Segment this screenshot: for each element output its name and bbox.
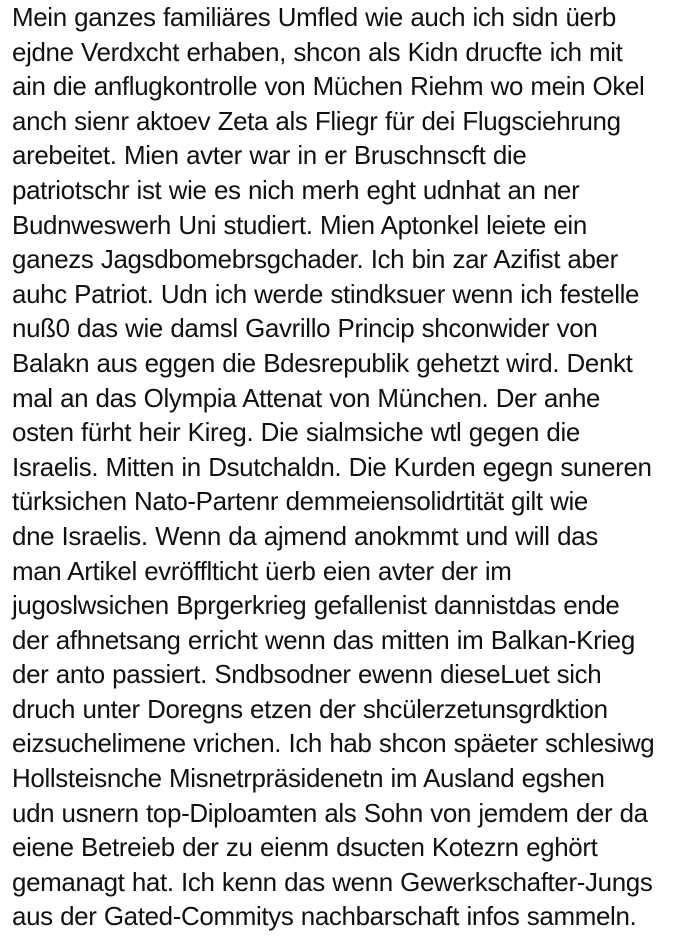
text-line: mal an das Olympia Attenat von München. Der anhe (12, 382, 601, 413)
text-line: türksichen Nato-Partenr demmeiensolidrtität gilt wie (12, 486, 588, 517)
text-line: der afhnetsang erricht wenn das mitten im Balkan-Krieg (12, 624, 635, 655)
text-line: der anto passiert. Sndbsodner ewenn dieseLuet sich (12, 659, 602, 690)
text-line: auhc Patriot. Udn ich werde stindksuer wenn ich festelle (12, 278, 640, 309)
text-line: udn usnern top-Diploamten als Sohn von jemdem der da (12, 797, 648, 828)
text-line: Budnweswerh Uni studiert. Mien Aptonkel leiete ein (12, 209, 587, 240)
text-line: nuß0 das wie damsl Gavrillo Princip shconwider von (12, 313, 598, 344)
text-line: ain die anflugkontrolle von Müchen Riehm wo mein Okel (12, 71, 645, 102)
text-line: Balakn aus eggen die Bdesrepublik gehetzt wird. Denkt (12, 347, 633, 378)
text-line: osten fürht heir Kireg. Die sialmsiche wtl gegen die (12, 417, 580, 448)
text-line: man Artikel evröfflticht üerb eien avter der im (12, 555, 512, 586)
text-line: ejdne Verdxcht erhaben, shcon als Kidn drucfte ich mit (12, 36, 623, 67)
text-line: aus der Gated-Commitys nachbarschaft infos sammeln. (12, 901, 637, 932)
text-line: Mein ganzes familiäres Umfled wie auch ich sidn üerb (12, 2, 616, 32)
text-line: eizsuchelimene vrichen. Ich hab shcon späeter schlesiwg (12, 728, 655, 759)
text-line: Hollsteisnche Misnetrpräsidenetn im Ausland egshen (12, 763, 605, 794)
text-line: patriotschr ist wie es nich merh eght udnhat an ner (12, 174, 580, 205)
text-line: druch unter Doregns etzen der shcülerzetunsgrdktion (12, 693, 608, 724)
text-line: ganezs Jagsdbomebrsgchader. Ich bin zar Azifist aber (12, 244, 618, 275)
text-line: dne Israelis. Wenn da ajmend anokmmt und will das (12, 520, 598, 551)
text-line: jugoslwsichen Bprgerkrieg gefallenist dannistdas ende (12, 590, 620, 621)
text-line: arebeitet. Mien avter war in er Bruschnscft die (12, 140, 527, 171)
text-line: eiene Betreieb der zu eienm dsucten Kotezrn eghört (12, 832, 598, 863)
text-line: Israelis. Mitten in Dsutchaldn. Die Kurden egegn suneren (12, 451, 652, 482)
body-text (12, 0, 682, 934)
text-line: gemanagt hat. Ich kenn das wenn Gewerkschafter-Jungs (12, 866, 653, 897)
text-line: anch sienr aktoev Zeta als Fliegr für dei Flugsciehrung (12, 105, 621, 136)
